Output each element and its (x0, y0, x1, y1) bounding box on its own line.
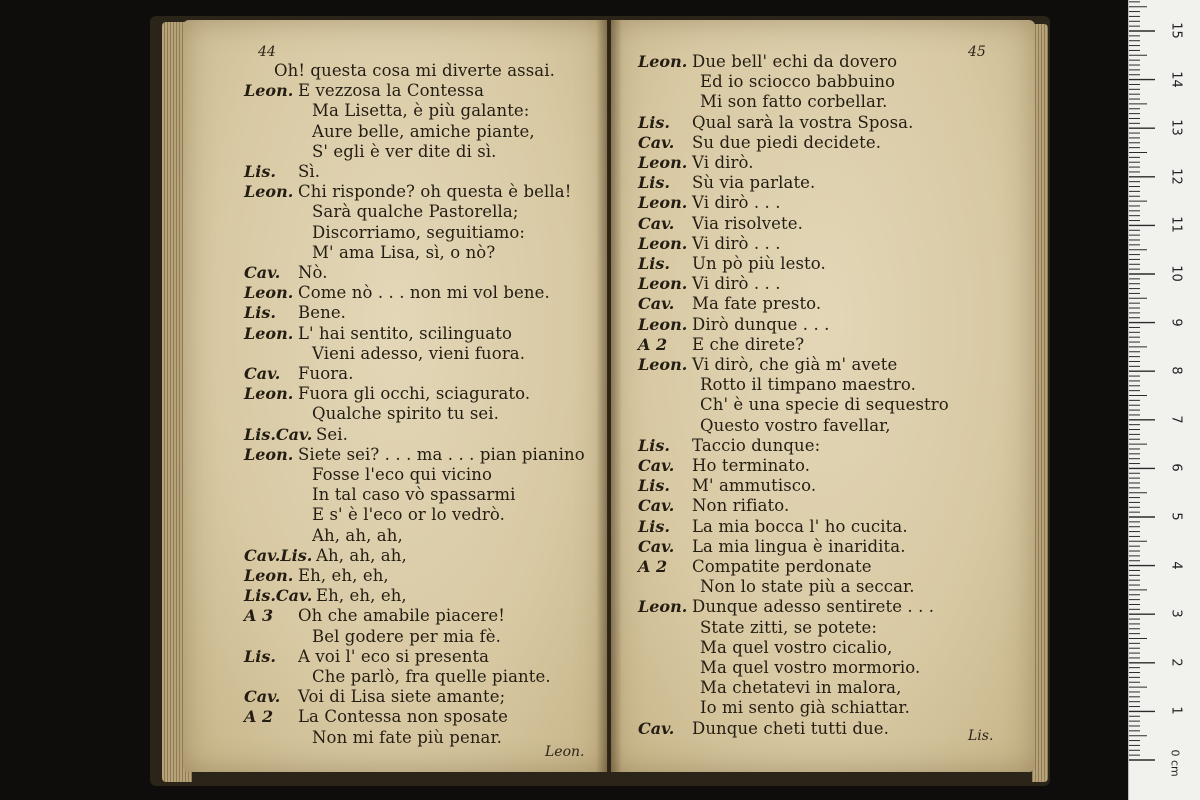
verse-line: Dirò dunque . . . (692, 314, 830, 334)
verse-line: Due bell' echi da dovero (692, 52, 898, 71)
speaker-label: Cav. (244, 364, 281, 383)
speaker-label: Lis. (638, 435, 670, 455)
speaker-label: Lis. (638, 112, 670, 132)
left-page-number: 44 (258, 44, 276, 60)
verse-line: Compatite perdonate (692, 557, 872, 576)
verse-line: Non rifiato. (692, 496, 790, 516)
verse-line: Ho terminato. (692, 456, 811, 475)
verse-line: E vezzosa la Contessa (298, 81, 485, 101)
verse-line: Che parlò, fra quelle piante. (312, 667, 551, 686)
verse-line: Aure belle, amiche piante, (312, 121, 535, 141)
measurement-ruler (1128, 0, 1200, 800)
verse-line: M' ammutisco. (692, 476, 817, 496)
speaker-label: Cav. (638, 536, 675, 556)
speaker-label: A 2 (638, 557, 668, 576)
speaker-label: Lis.Cav. (244, 424, 313, 444)
verse-line: La Contessa non sposate (298, 707, 509, 727)
verse-line: Nò. (298, 263, 328, 282)
ruler-number: 14 (1168, 70, 1184, 88)
speaker-label: Leon. (244, 81, 294, 101)
verse-line: Qualche spirito tu sei. (312, 404, 499, 424)
verse-line: E che direte? (692, 334, 805, 354)
verse-line: Eh, eh, eh, (316, 586, 407, 606)
speaker-label: A 3 (244, 606, 274, 626)
verse-line: Ed io sciocco babbuino (700, 72, 896, 92)
ruler-number: 13 (1168, 119, 1184, 136)
speaker-label: Cav. (638, 213, 675, 233)
ruler-number: 15 (1168, 22, 1184, 39)
ruler-number: 11 (1168, 216, 1184, 234)
verse-line: Discorriamo, seguitiamo: (312, 222, 526, 242)
ruler-number: 7 (1168, 415, 1184, 424)
verse-line: Siete sei? . . . ma . . . pian pianino (298, 444, 585, 464)
verse-line: La mia bocca l' ho cucita. (692, 516, 908, 536)
verse-line: A voi l' eco si presenta (298, 646, 490, 666)
verse-line: Questo vostro favellar, (700, 415, 891, 435)
speaker-label: Lis. (244, 162, 276, 181)
speaker-label: Lis. (638, 476, 670, 496)
verse-line: Via risolvete. (692, 213, 803, 233)
speaker-label: Lis.Cav. (244, 586, 313, 606)
speaker-label: Leon. (244, 323, 294, 343)
verse-line: Qual sarà la vostra Sposa. (692, 112, 914, 132)
verse-line: In tal caso vò spassarmi (312, 485, 516, 505)
ruler-number: 6 (1168, 463, 1184, 473)
right-page-number: 45 (968, 44, 986, 60)
speaker-label: Leon. (638, 274, 688, 294)
verse-line: Ma quel vostro mormorio. (700, 658, 921, 677)
speaker-label: Cav. (638, 718, 675, 738)
verse-line: Sì. (298, 162, 321, 181)
ruler-unit: 0 cm (1168, 749, 1182, 777)
speaker-label: Cav.Lis. (244, 545, 313, 565)
speaker-label: Lis. (638, 516, 670, 536)
ruler-number: 1 (1168, 706, 1184, 716)
speaker-label: A 2 (244, 707, 274, 727)
speaker-label: Leon. (638, 597, 688, 617)
speaker-label: Leon. (244, 444, 294, 464)
verse-line: Ma chetatevi in malora, (700, 678, 902, 698)
verse-line: Bel godere per mia fè. (312, 626, 501, 646)
speaker-label: Leon. (638, 233, 688, 253)
verse-line: Vi dirò . . . (692, 193, 781, 213)
verse-line: E s' è l'eco or lo vedrò. (312, 505, 505, 525)
verse-line: Ma fate presto. (692, 294, 822, 314)
verse-line: Fuora gli occhi, sciagurato. (298, 384, 531, 404)
verse-line: Sarà qualche Pastorella; (312, 202, 519, 222)
verse-line: Bene. (298, 303, 347, 323)
verse-line: Ah, ah, ah, (312, 525, 403, 545)
ruler-number: 8 (1168, 366, 1184, 375)
speaker-label: Cav. (244, 687, 281, 707)
verse-line: La mia lingua è inaridita. (692, 536, 906, 556)
verse-line: Io mi sento già schiattar. (700, 698, 910, 718)
verse-line: Un pò più lesto. (692, 254, 826, 273)
speaker-label: Cav. (638, 496, 675, 516)
speaker-label: Leon. (244, 384, 294, 404)
ruler-number: 9 (1168, 317, 1184, 327)
verse-line: Non lo state più a seccar. (700, 577, 915, 597)
speaker-label: Cav. (638, 456, 675, 475)
ruler-ticks (1129, 0, 1200, 800)
verse-line: Vi dirò. (692, 153, 754, 172)
verse-line: Oh! questa cosa mi diverte assai. (274, 61, 555, 80)
verse-line: S' egli è ver dite di sì. (312, 141, 497, 161)
verse-line: Fosse l'eco qui vicino (312, 465, 493, 484)
verse-line: Ah, ah, ah, (316, 545, 407, 565)
verse-line: Ma Lisetta, è più galante: (312, 101, 530, 121)
ruler-number: 3 (1168, 609, 1184, 618)
verse-line: Su due piedi decidete. (692, 132, 882, 152)
speaker-label: Lis. (244, 646, 276, 666)
verse-line: Vieni adesso, vieni fuora. (312, 343, 526, 363)
speaker-label: Cav. (638, 294, 675, 314)
book-gutter (596, 20, 622, 772)
verse-line: Vi dirò . . . (692, 233, 781, 253)
ruler-number: 10 (1168, 265, 1184, 282)
verse-line: State zitti, se potete: (700, 617, 878, 637)
left-catchword: Leon. (545, 744, 585, 760)
speaker-label: Lis. (638, 173, 670, 193)
speaker-label: Lis. (244, 303, 276, 323)
verse-line: Ma quel vostro cicalio, (700, 637, 893, 657)
verse-line: Oh che amabile piacere! (298, 606, 505, 626)
ruler-number: 12 (1168, 168, 1184, 185)
speaker-label: Leon. (638, 193, 688, 213)
verse-line: Mi son fatto corbellar. (700, 92, 888, 112)
speaker-label: Leon. (244, 283, 294, 303)
speaker-label: Leon. (638, 153, 688, 172)
verse-line: Dunque adesso sentirete . . . (692, 597, 935, 617)
speaker-label: Leon. (638, 355, 688, 374)
verse-line: Vi dirò . . . (692, 274, 781, 294)
ruler-number: 2 (1168, 658, 1184, 667)
speaker-label: Leon. (244, 566, 294, 585)
ruler-number: 5 (1168, 512, 1184, 521)
verse-line: Sei. (316, 424, 348, 444)
verse-line: Voi di Lisa siete amante; (298, 687, 506, 707)
speaker-label: Cav. (244, 263, 281, 282)
speaker-label: Leon. (638, 52, 688, 71)
verse-line: Non mi fate più penar. (312, 727, 503, 747)
speaker-label: Cav. (638, 132, 675, 152)
verse-line: M' ama Lisa, sì, o nò? (312, 242, 496, 262)
verse-line: Chi risponde? oh questa è bella! (298, 182, 572, 202)
verse-line: Eh, eh, eh, (298, 566, 389, 585)
speaker-label: A 2 (638, 334, 668, 354)
speaker-label: Leon. (638, 314, 688, 334)
verse-line: L' hai sentito, scilinguato (298, 323, 513, 343)
verse-line: Fuora. (298, 364, 354, 383)
verse-line: Ch' è una specie di sequestro (700, 395, 949, 415)
speaker-label: Leon. (244, 182, 294, 202)
right-catchword: Lis. (968, 728, 994, 744)
speaker-label: Lis. (638, 254, 670, 273)
ruler-number: 4 (1168, 560, 1184, 570)
verse-line: Rotto il timpano maestro. (700, 375, 916, 395)
verse-line: Vi dirò, che già m' avete (692, 355, 898, 374)
verse-line: Sù via parlate. (692, 173, 816, 193)
verse-line: Dunque cheti tutti due. (692, 718, 890, 738)
verse-line: Come nò . . . non mi vol bene. (298, 283, 550, 303)
verse-line: Taccio dunque: (692, 435, 821, 455)
